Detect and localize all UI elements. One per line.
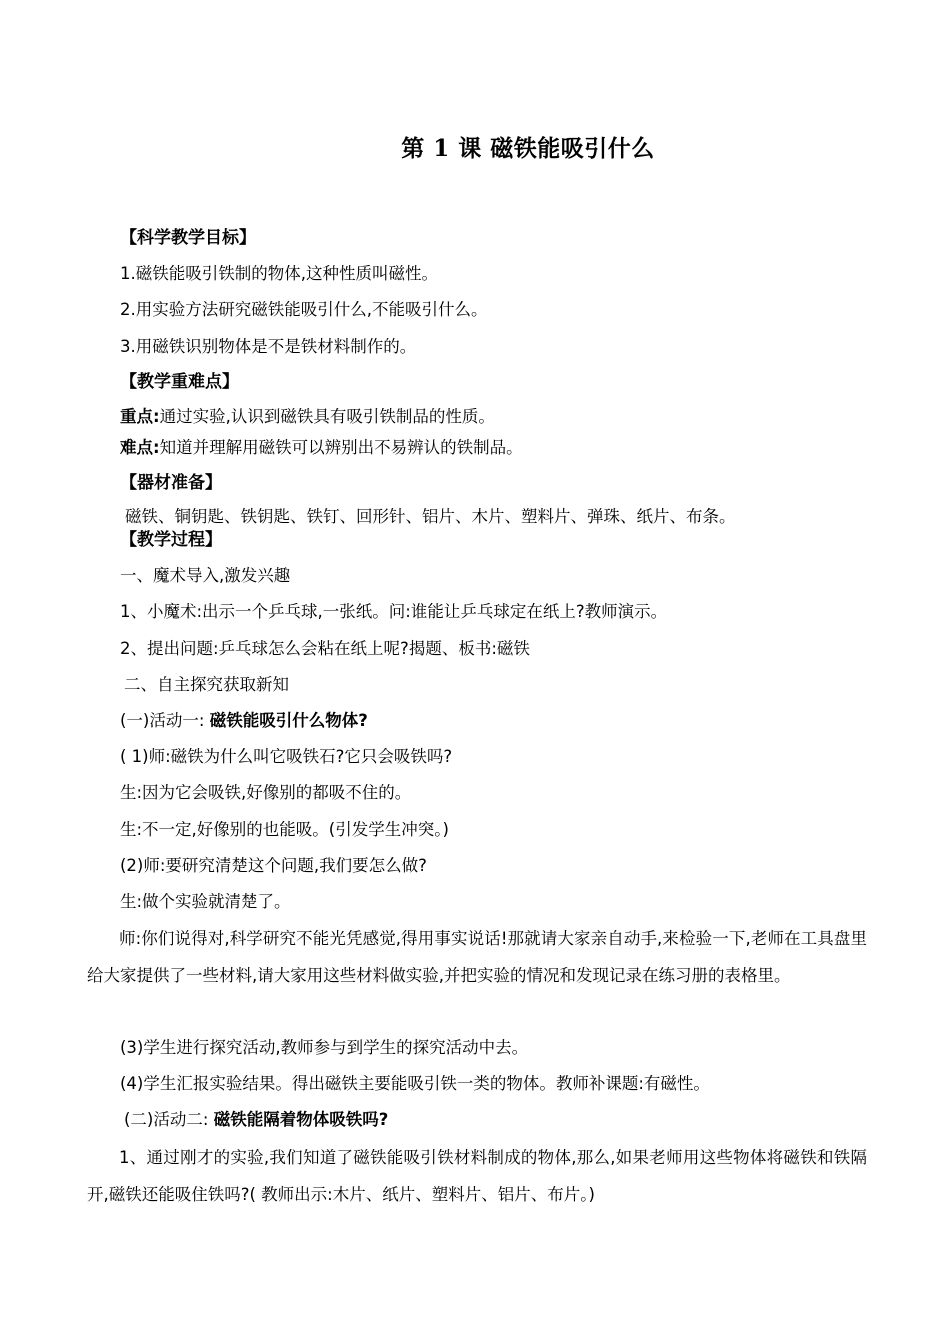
objectives-heading: 【科学教学目标】: [120, 228, 256, 248]
activity1-question-4: (4)学生汇报实验结果。得出磁铁主要能吸引铁一类的物体。教师补课题:有磁性。: [120, 1074, 710, 1093]
page-title: 第 1 课 磁铁能吸引什么: [401, 135, 655, 162]
activity1-student-3: 生:做个实验就清楚了。: [120, 892, 291, 911]
activity1-line: [120, 709, 368, 733]
activity1-student-2: 生:不一定,好像别的也能吸。(引发学生冲突。): [120, 820, 449, 839]
process-heading: 【教学过程】: [120, 530, 222, 550]
key-point-label: 重点:: [120, 407, 160, 426]
part1-item-1: 1、小魔术:出示一个乒乓球,一张纸。问:谁能让乒乓球定在纸上?教师演示。: [120, 602, 668, 621]
activity2-line: [124, 1108, 388, 1132]
activity1-question-3: (3)学生进行探究活动,教师参与到学生的探究活动中去。: [120, 1038, 529, 1057]
part1-title: 一、魔术导入,激发兴趣: [120, 566, 291, 585]
activity1-student-1: 生:因为它会吸铁,好像别的都吸不住的。: [120, 783, 412, 802]
objective-item-3: 3.用磁铁识别物体是不是铁材料制作的。: [120, 337, 417, 356]
difficult-point-text: 知道并理解用磁铁可以辨别出不易辨认的铁制品。: [159, 438, 523, 457]
objective-item-2: 2.用实验方法研究磁铁能吸引什么,不能吸引什么。: [120, 300, 488, 319]
part1-item-2: 2、提出问题:乒乓球怎么会粘在纸上呢?揭题、板书:磁铁: [120, 639, 530, 658]
key-point-line: [120, 405, 495, 429]
objective-item-1: 1.磁铁能吸引铁制的物体,这种性质叫磁性。: [120, 264, 438, 283]
difficult-point-label: 难点:: [120, 438, 160, 457]
key-point-text: 通过实验,认识到磁铁具有吸引铁制品的性质。: [159, 407, 495, 426]
activity2-paragraph-1: 1、通过刚才的实验,我们知道了磁铁能吸引铁材料制成的物体,那么,如果老师用这些物体将磁铁和铁隔开,磁铁还能吸住铁吗?( 教师出示:木片、纸片、塑料片、铝片、布片。): [87, 1148, 867, 1204]
activity1-prefix: (一)活动一:: [120, 711, 210, 730]
activity2-title: 磁铁能隔着物体吸铁吗?: [213, 1110, 389, 1129]
activity1-title: 磁铁能吸引什么物体?: [209, 711, 368, 730]
difficult-point-line: [120, 436, 523, 460]
materials-list: 磁铁、铜钥匙、铁钥匙、铁钉、回形针、铝片、木片、塑料片、弹珠、纸片、布条。: [125, 507, 736, 526]
activity1-question-1: ( 1)师:磁铁为什么叫它吸铁石?它只会吸铁吗?: [120, 747, 453, 766]
activity1-question-2: (2)师:要研究清楚这个问题,我们要怎么做?: [120, 856, 427, 875]
activity2-prefix: (二)活动二:: [124, 1110, 214, 1129]
part2-title: 二、自主探究获取新知: [124, 675, 289, 694]
activity1-teacher-paragraph: 师:你们说得对,科学研究不能光凭感觉,得用事实说话!那就请大家亲自动手,来检验一下,老师在工具盘里给大家提供了一些材料,请大家用这些材料做实验,并把实验的情况和发现记录在练习册的表格里。: [87, 929, 867, 985]
key-points-heading: 【教学重难点】: [120, 372, 239, 392]
materials-heading: 【器材准备】: [120, 473, 222, 493]
